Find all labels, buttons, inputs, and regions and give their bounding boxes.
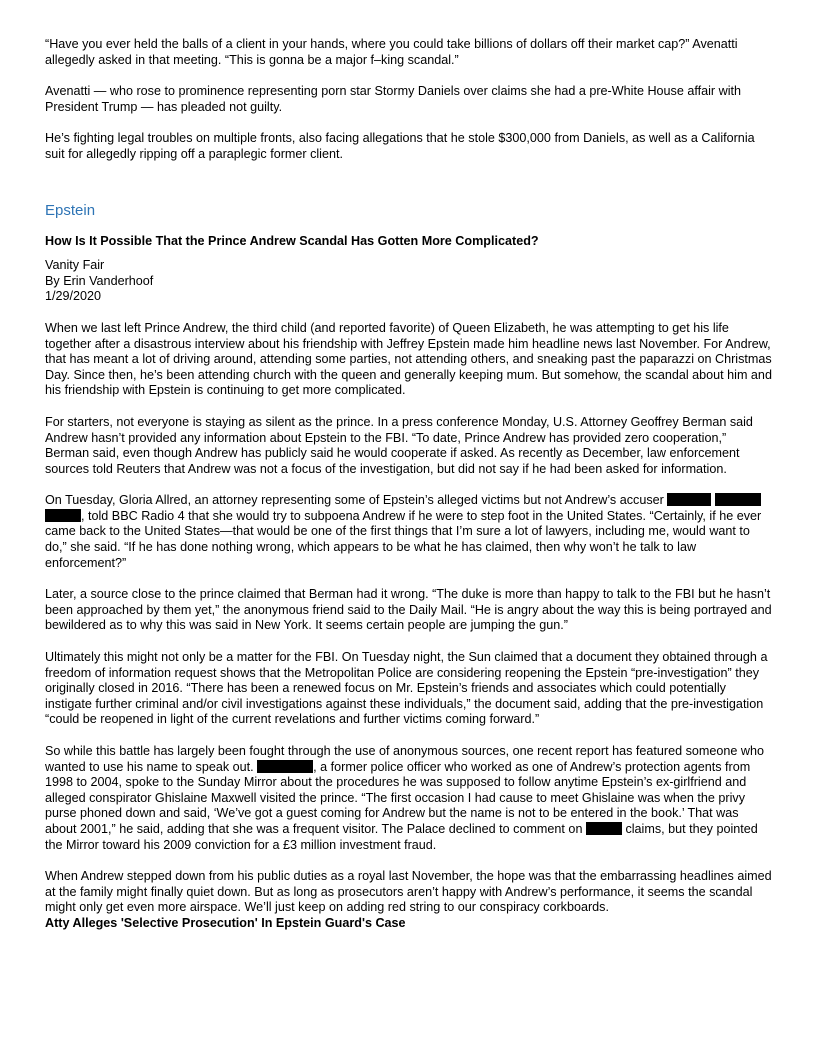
paragraph-3-text-b: , told BBC Radio 4 that she would try to subpoena Andrew if he were to step foot in the United States. “Certainly, if he ever came back to the United States—that would be one of the first things that I’m sure a lot of lawyers, including me, would want to do,” she said. “If he has done nothing wrong, which appears to be what he has claimed, then why won’t he talk to law enforcement?” <box>45 508 762 570</box>
article-title: How Is It Possible That the Prince Andrew Scandal Has Gotten More Complicated? <box>45 233 539 248</box>
redaction-block <box>257 760 313 773</box>
article-paragraph-1: When we last left Prince Andrew, the third child (and reported favorite) of Queen Elizabeth, he was attempting to get his life together after a disastrous interview about his friendship with Jeffrey Epstein made him headline news last November. For Andrew, that has meant a lot of driving around, attending some parties, not attending others, and sneaking past the paparazzi on Christmas Day. Since then, he’s been attending church with the queen and generally keeping mum. But somehow, the scandal about him and his friendship with Epstein is continuing to get more complicated. <box>45 320 772 398</box>
paragraph-6-text-b: , a former police officer who worked as one of Andrew’s protection agents from 1998 to 2004, spoke to the Sunday Mirror about the procedures he was supposed to follow anytime Epstein’s ex-girlfriend and alleged conspirator Ghislaine Maxwell visited the prince. “The first occasion I had cause to meet Ghislaine was when the privy purse phoned down and said, ‘We’ve got a guest coming for Andrew but the name is not to be entered in the book.’ That was about 2001,” he said, adding that she was a frequent visitor. The Palace declined to comment on <box>45 759 751 836</box>
article-paragraph-2: For starters, not everyone is staying as silent as the prince. In a press conference Monday, U.S. Attorney Geoffrey Berman said Andrew hasn’t provided any information about Epstein to the FBI. “To date, Prince Andrew has provided zero cooperation,” Berman said, even though Andrew has publicly said he would cooperate if asked. As recently as December, law enforcement sources told Reuters that Andrew was not a focus of the investigation, but did not say if he had been asked for information. <box>45 414 753 476</box>
article-paragraph-3 <box>45 493 772 571</box>
paragraph-6-text-a: So while this battle has largely been fought through the use of anonymous sources, one recent report has featured someone who wanted to use his name to speak out. <box>45 744 764 774</box>
paragraph-3-text-a: On Tuesday, Gloria Allred, an attorney representing some of Epstein’s alleged victims but not Andrew’s accuser <box>45 493 668 508</box>
section-heading: Epstein <box>45 201 96 219</box>
article-paragraph-4: Later, a source close to the prince claimed that Berman had it wrong. “The duke is more than happy to talk to the FBI but he hasn’t been approached by them yet,” the anonymous friend said to the Daily Mail. “He is angry about the way this is being portrayed and bewildered as to why this was said in New York. It seems certain people are jumping the gun.” <box>45 587 772 633</box>
redaction-block <box>45 509 81 522</box>
intro-paragraph-3: He’s fighting legal troubles on multiple fronts, also facing allegations that he stole $300,000 from Daniels, as well as a California suit for allegedly ripping off a paraplegic former client. <box>45 131 755 161</box>
article-source: Vanity Fair <box>45 258 105 273</box>
intro-paragraph-2: Avenatti — who rose to prominence representing porn star Stormy Daniels over claims she had a pre-White House affair with President Trump — has pleaded not guilty. <box>45 84 742 114</box>
article-paragraph-5: Ultimately this might not only be a matter for the FBI. On Tuesday night, the Sun claimed that a document they obtained through a freedom of information request shows that the Metropolitan Police are considering reopening the Epstein “pre-investigation” they originally closed in 2016. “There has been a renewed focus on Mr. Epstein’s friends and associates which could potentially instigate further criminal and/or civil investigations against these individuals,” the document said, adding that the pre-investigation “could be reopened in light of the current revelations and further victims coming forward.” <box>45 650 768 727</box>
article-date: 1/29/2020 <box>45 289 102 304</box>
intro-paragraph-1: “Have you ever held the balls of a client in your hands, where you could take billions of dollars off their market cap?” Avenatti allegedly asked in that meeting. “This is gonna be a major f–king scandal.” <box>45 37 738 67</box>
article-meta <box>45 258 772 305</box>
next-article-title: Atty Alleges 'Selective Prosecution' In Epstein Guard's Case <box>45 915 406 930</box>
article-paragraph-6 <box>45 744 772 853</box>
redaction-block <box>667 493 711 506</box>
redaction-block <box>715 493 761 506</box>
redaction-block <box>586 822 622 835</box>
article-byline: By Erin Vanderhoof <box>45 273 154 288</box>
paragraph-6-text-c: claims, but they pointed the Mirror toward his 2009 conviction for a £3 million investment fraud. <box>45 821 758 852</box>
article-paragraph-7: When Andrew stepped down from his public duties as a royal last November, the hope was that the embarrassing headlines aimed at the family might finally quiet down. But as long as prosecutors aren’t happy with Andrew’s performance, it seems the scandal might only get even more airspace. We’ll just keep on adding red string to our conspiracy corkboards. <box>45 869 772 915</box>
